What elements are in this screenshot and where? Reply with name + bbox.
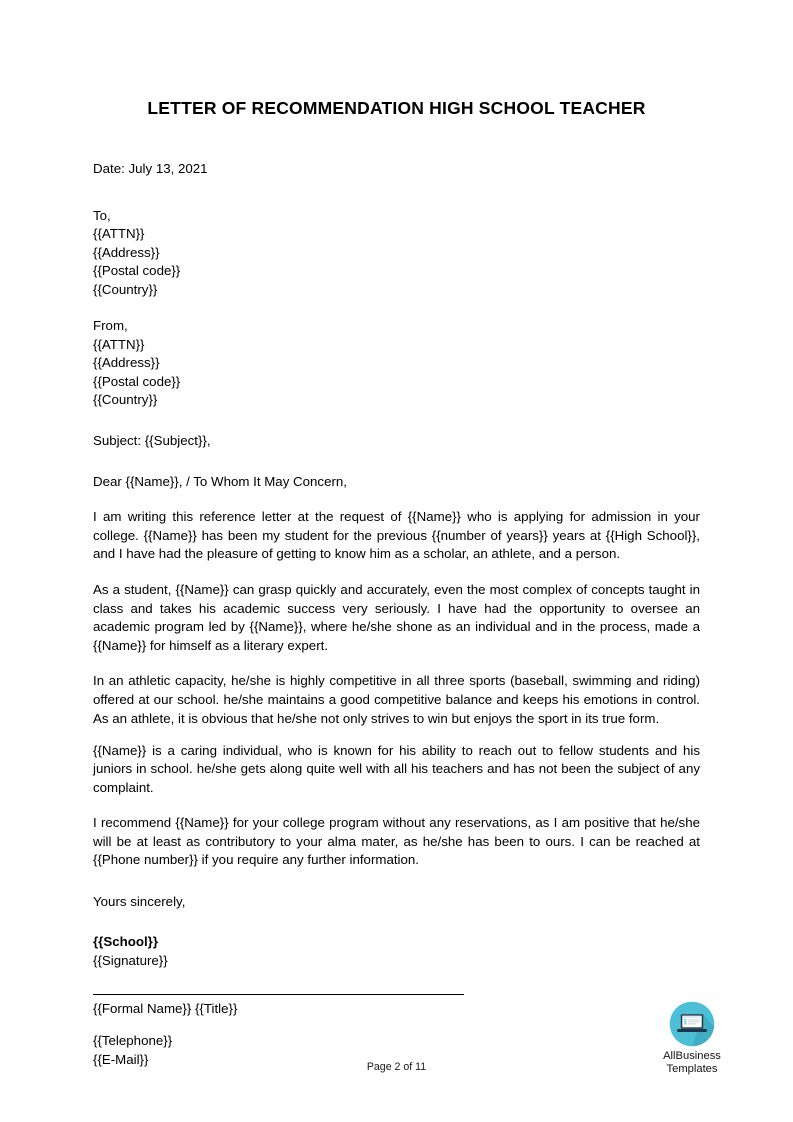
signature-block [93,933,700,970]
document-body [93,0,700,1069]
logo-caption-line1: AllBusiness [663,1050,721,1062]
salutation-line: Dear {{Name}}, / To Whom It May Concern, [93,474,347,490]
signature-placeholder: {{Signature}} [93,952,168,968]
sender-attn: {{ATTN}} [93,336,145,352]
recipient-address-block [93,207,700,299]
body-paragraph-2: As a student, {{Name}} can grasp quickly and accurately, even the most complex of concepts taught in class and takes his academic success very seriously. I have had the opportunity to oversee an academic program led by {{Name}}, where he/she shone as an individual and in the process, made a {{Name}} for himself as a literary expert. [93,582,700,653]
signature-rule [93,994,464,995]
sender-label: From, [93,318,128,334]
laptop-icon [669,1001,715,1047]
recipient-address: {{Address}} [93,244,160,260]
sender-postal-code: {{Postal code}} [93,373,181,389]
subject-line: Subject: {{Subject}}, [93,433,211,449]
date-line: Date: July 13, 2021 [93,161,208,176]
body-paragraph-4: {{Name}} is a caring individual, who is known for his ability to reach out to fellow students and his juniors in school. he/she gets along quite well with all his teachers and has not been the subject of any complaint. [93,742,700,795]
signature-school: {{School}} [93,934,159,949]
recipient-country: {{Country}} [93,281,158,297]
logo-caption [640,1050,744,1075]
page-number-footer: Page 2 of 11 [366,1061,427,1073]
signature-formal-name-title: {{Formal Name}} {{Title}} [93,1001,238,1017]
page-title: LETTER OF RECOMMENDATION HIGH SCHOOL TEACHER [147,98,646,118]
allbusinesstemplates-logo [640,1001,744,1075]
logo-caption-line2: Templates [666,1062,718,1075]
body-paragraph-1: I am writing this reference letter at the request of {{Name}} who is applying for admission in your college. {{Name}} has been my student for the previous {{number of years}} years at {{High School}}, and I have had the pleasure of getting to know him as a scholar, an athlete, and a person. [93,509,700,562]
signature-telephone: {{Telephone}} [93,1033,173,1049]
sender-country: {{Country}} [93,391,158,407]
recipient-postal-code: {{Postal code}} [93,263,181,279]
recipient-attn: {{ATTN}} [93,226,145,242]
sender-address: {{Address}} [93,355,160,371]
closing-line: Yours sincerely, [93,894,186,910]
body-paragraph-5: I recommend {{Name}} for your college program without any reservations, as I am positive that he/she will be at least as contributory to your alma mater, as he/she has been to ours. I can be reached at {{Phone number}} if you require any further information. [93,815,700,868]
sender-address-block [93,317,700,409]
recipient-label: To, [93,207,111,223]
body-paragraph-3: In an athletic capacity, he/she is highly competitive in all three sports (baseball, swimming and riding) offered at our school. he/she maintains a good competitive balance and keeps his emotions in control. As an athlete, it is obvious that he/she not only strives to win but enjoys the sport in its true form. [93,673,700,726]
signature-email: {{E-Mail}} [93,1051,149,1067]
